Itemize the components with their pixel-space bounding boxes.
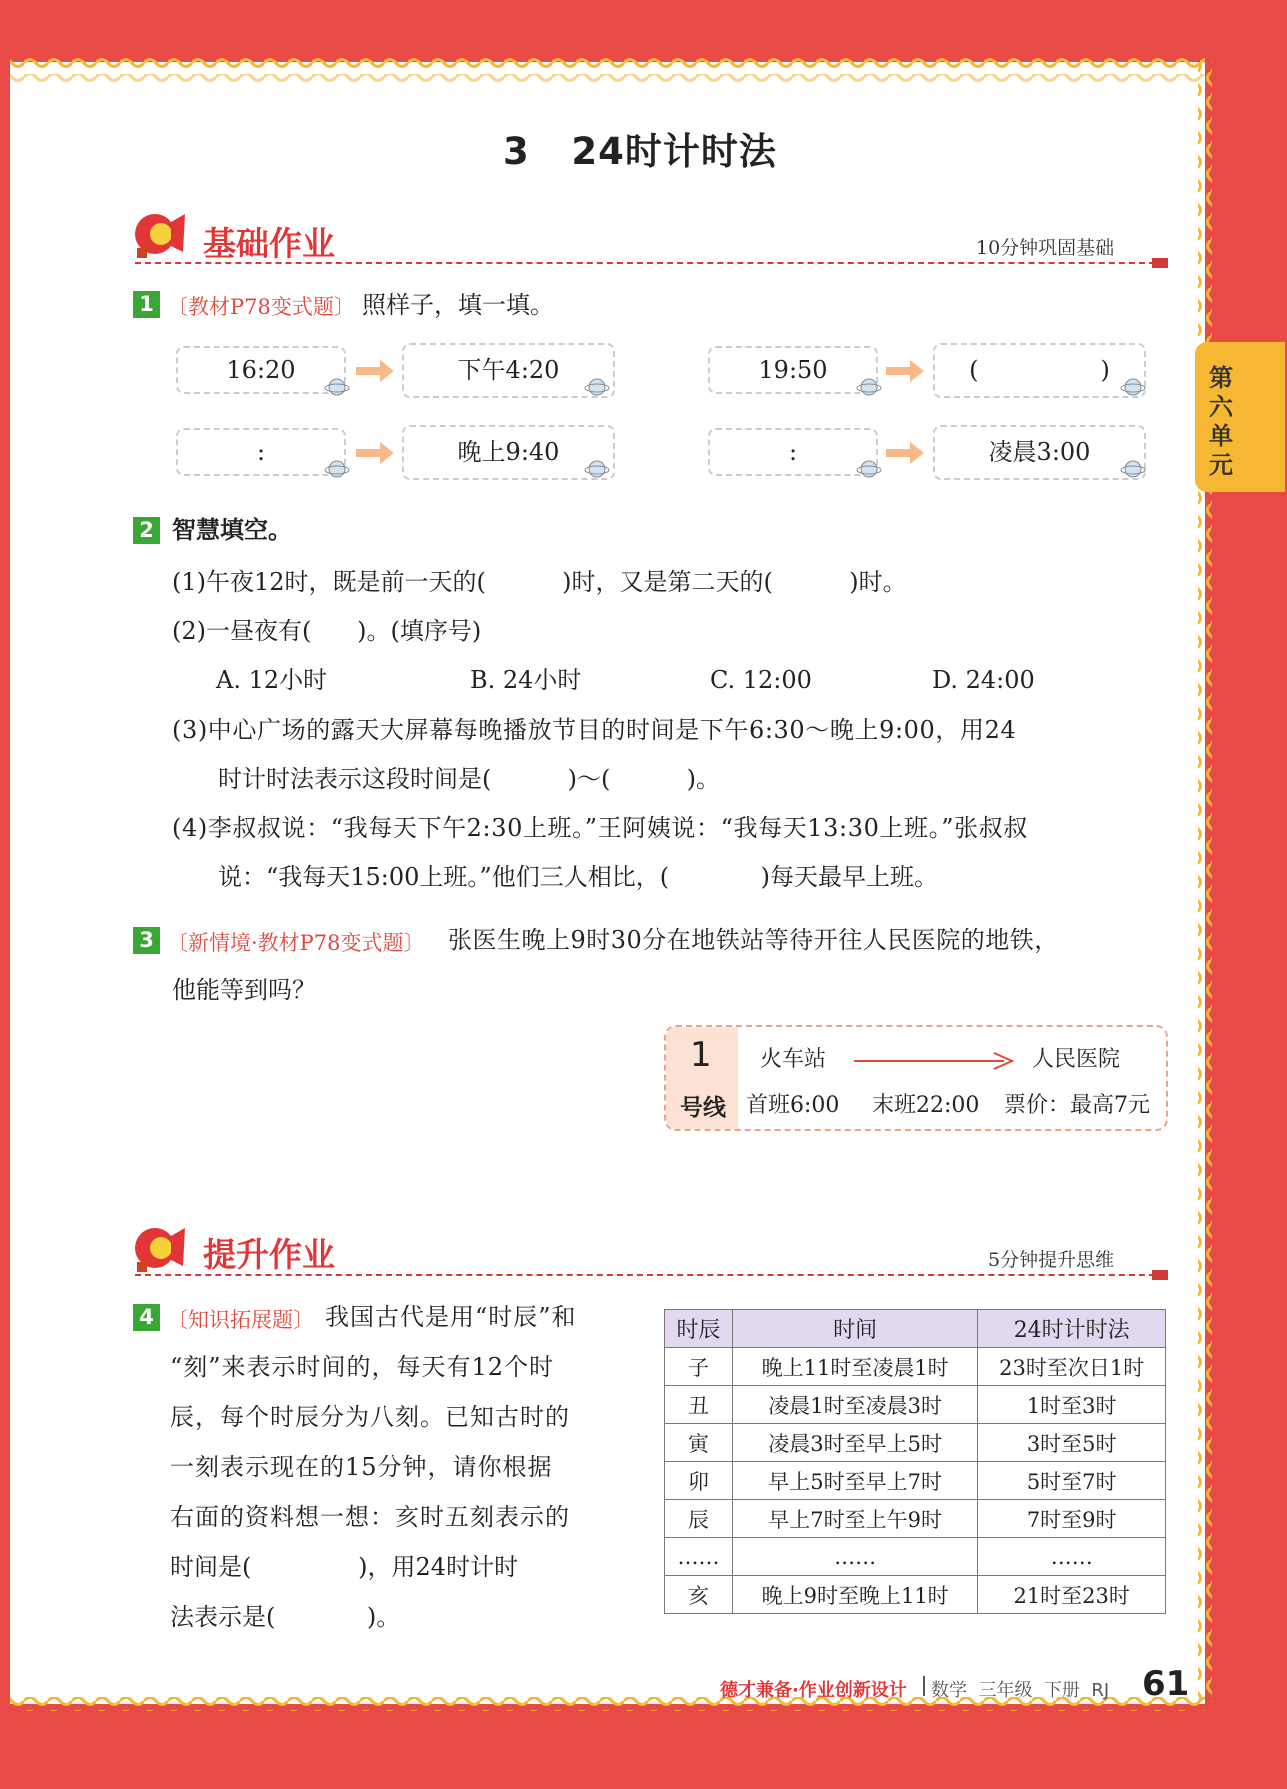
table-cell: 丑 [665,1386,733,1424]
section-title-basic: 基础作业 [203,224,335,263]
question-4-line4: 一刻表示现在的15分钟，请你根据 [170,1453,553,1481]
planet-icon [324,456,350,482]
table-row [665,1348,1166,1386]
section-divider [135,1274,1155,1276]
table-cell: 寅 [665,1424,733,1462]
horn-icon [131,1222,189,1272]
line-number: 1 [690,1035,712,1075]
table-header: 时间 [732,1310,977,1348]
last-train: 末班22:00 [872,1093,980,1118]
planet-icon [584,456,610,482]
time-value: 凌晨3:00 [988,438,1091,466]
question-2-part-4-line2: 说：“我每天15:00上班。”他们三人相比，( )每天最早上班。 [218,863,938,891]
table-cell: 晚上11时至凌晨1时 [732,1348,977,1386]
table-cell: 子 [665,1348,733,1386]
lesson-title: 3 24时计时法 [503,130,777,173]
page-number: 61 [1142,1664,1190,1704]
question-2-part-4-line1: (4)李叔叔说：“我每天下午2:30上班。”王阿姨说：“我每天13:30上班。”张叔叔 [172,814,1028,842]
answer-blank: ( ) [969,356,1110,384]
question-3-tag: 〔新情境·教材P78变式题〕 [167,931,425,955]
divider-end-mark [1152,1270,1168,1280]
table-cell: 21时至23时 [978,1576,1166,1614]
unit-tab[interactable] [1195,342,1285,492]
question-4-line5: 右面的资料想一想：亥时五刻表示的 [170,1503,570,1531]
question-3-line1: 张医生晚上9时30分在地铁站等待开往人民医院的地铁， [448,926,1059,954]
question-number-1: 1 [133,291,160,318]
section-divider [135,262,1155,264]
table-cell: 7时至9时 [978,1500,1166,1538]
time-value: 晚上9:40 [457,438,560,466]
table-row [665,1500,1166,1538]
time-box-24h-4-answer[interactable] [708,428,878,476]
planet-icon [324,374,350,400]
table-cell: 卯 [665,1462,733,1500]
table-cell: 凌晨1时至凌晨3时 [732,1386,977,1424]
table-row [665,1576,1166,1614]
arrow-right-icon [886,360,924,382]
section-title-advanced: 提升作业 [203,1235,335,1274]
divider-end-mark [1152,258,1168,268]
arrow-right-icon [356,442,394,464]
question-4-line1: 我国古代是用“时辰”和 [325,1303,577,1331]
option-a[interactable]: A. 12小时 [216,666,328,694]
question-1-tag: 〔教材P78变式题〕 [167,295,355,319]
station-to: 人民医院 [1032,1047,1121,1072]
table-cell: …… [665,1538,733,1576]
footer-separator [923,1676,925,1696]
fare: 票价：最高7元 [1004,1093,1150,1118]
question-4-line2: “刻”来表示时间的，每天有12个时 [170,1353,555,1381]
section-subtitle-basic: 10分钟巩固基础 [976,237,1115,259]
table-cell: 早上7时至上午9时 [732,1500,977,1538]
question-1-prompt: 照样子，填一填。 [362,291,554,319]
answer-blank: : [256,438,266,466]
table-cell: 5时至7时 [978,1462,1166,1500]
answer-blank: : [788,438,798,466]
question-4-line6: 时间是( )，用24时计时 [170,1553,519,1581]
option-d[interactable]: D. 24:00 [932,666,1035,694]
question-4-line3: 辰，每个时辰分为八刻。已知古时的 [170,1403,570,1431]
table-cell: 3时至5时 [978,1424,1166,1462]
planet-icon [1120,456,1146,482]
table-header-row [665,1310,1166,1348]
line-label: 号线 [680,1095,726,1121]
planet-icon [1120,374,1146,400]
planet-icon [856,456,882,482]
table-row [665,1424,1166,1462]
option-b[interactable]: B. 24小时 [470,666,582,694]
planet-icon [856,374,882,400]
arrow-right-icon [886,442,924,464]
table-cell: 晚上9时至晚上11时 [732,1576,977,1614]
table-cell: 早上5时至早上7时 [732,1462,977,1500]
footer-brand: 德才兼备·作业创新设计 [720,1680,907,1701]
question-number-4: 4 [133,1304,160,1331]
table-row [665,1386,1166,1424]
table-header: 时辰 [665,1310,733,1348]
table-row [665,1538,1166,1576]
unit-tab-label: 第六单元 [1209,364,1233,479]
table-cell: 辰 [665,1500,733,1538]
shichen-table [664,1309,1166,1614]
table-header: 24时计时法 [978,1310,1166,1348]
table-cell: 1时至3时 [978,1386,1166,1424]
table-cell: …… [978,1538,1166,1576]
question-2-part-3-line1: (3)中心广场的露天大屏幕每晚播放节目的时间是下午6:30～晚上9:00，用24 [172,716,1017,744]
footer-info: 数学 三年级 下册 RJ [931,1680,1110,1701]
station-from: 火车站 [760,1047,827,1072]
question-2-part-3-line2: 时计时法表示这段时间是( )～( )。 [218,765,721,793]
question-4-tag: 〔知识拓展题〕 [167,1308,314,1332]
time-box-24h-3-answer[interactable] [176,428,346,476]
arrow-right-icon [356,360,394,382]
question-2-part-2: (2)一昼夜有( )。(填序号) [172,617,482,645]
question-2-prompt: 智慧填空。 [172,516,292,544]
question-number-2: 2 [133,517,160,544]
horn-icon [131,208,189,258]
question-4-line7: 法表示是( )。 [170,1603,401,1631]
table-cell: 23时至次日1时 [978,1348,1166,1386]
section-subtitle-advanced: 5分钟提升思维 [988,1249,1115,1271]
metro-line-card [664,1025,1168,1131]
time-box-24h-2[interactable] [708,346,878,394]
question-3-line2: 他能等到吗？ [172,976,316,1004]
time-value: 下午4:20 [457,356,560,384]
table-cell: …… [732,1538,977,1576]
time-box-12h-4[interactable] [933,425,1146,480]
time-box-24h-1[interactable] [176,346,346,394]
time-value: 16:20 [226,356,296,384]
table-cell: 亥 [665,1576,733,1614]
option-c[interactable]: C. 12:00 [710,666,812,694]
table-cell: 凌晨3时至早上5时 [732,1424,977,1462]
question-2-part-1: (1)午夜12时，既是前一天的( )时，又是第二天的( )时。 [172,568,907,596]
direction-arrow-icon [854,1051,1016,1071]
time-value: 19:50 [758,356,828,384]
question-number-3: 3 [133,927,160,954]
planet-icon [584,374,610,400]
table-row [665,1462,1166,1500]
first-train: 首班6:00 [746,1093,840,1118]
time-box-12h-2-answer[interactable] [933,343,1146,398]
